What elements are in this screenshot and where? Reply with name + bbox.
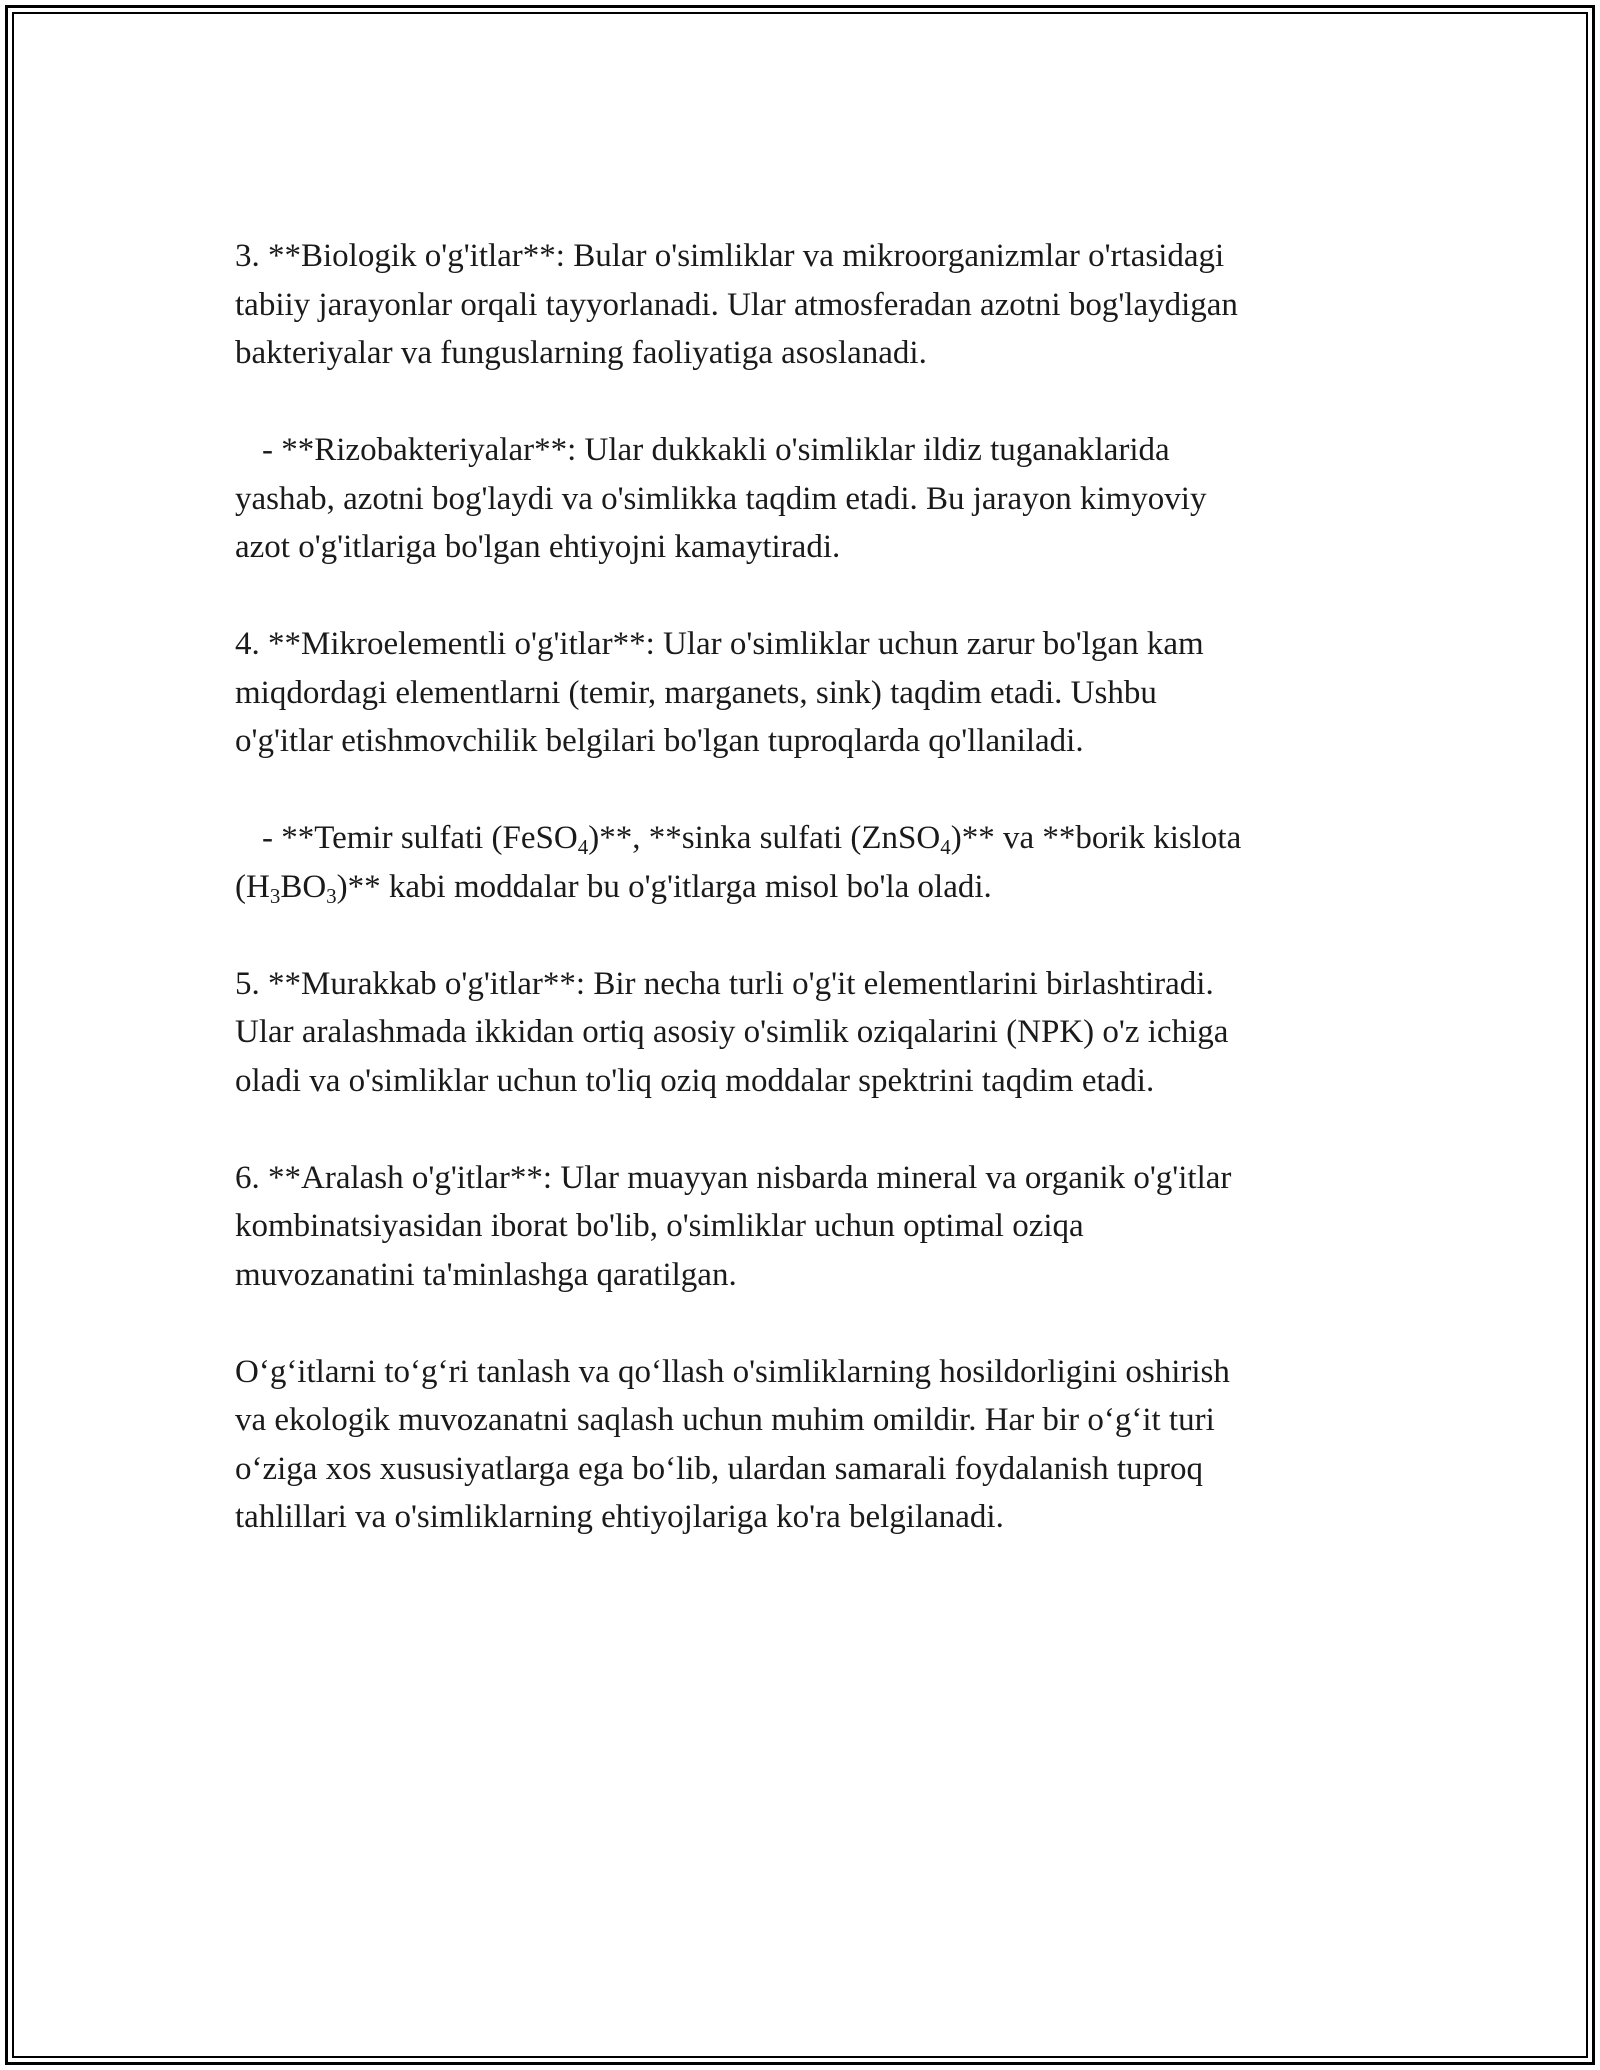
- subscript: 4: [940, 835, 951, 859]
- text-line: O‘g‘itlarni to‘g‘ri tanlash va qo‘llash o'simliklarning hosildorligini oshirish: [235, 1353, 1230, 1390]
- document-body: [235, 232, 1395, 1590]
- text-line: tahlillari va o'simliklarning ehtiyojlariga ko'ra belgilanadi.: [235, 1499, 1004, 1535]
- paragraph-aralash: [235, 1154, 1395, 1300]
- text-segment: )** va **borik kislota: [950, 820, 1242, 856]
- text-line: oladi va o'simliklar uchun to'liq oziq moddalar spektrini taqdim etadi.: [235, 1062, 1155, 1099]
- text-line: azot o'g'itlariga bo'lgan ehtiyojni kamaytiradi.: [235, 529, 841, 565]
- text-line: va ekologik muvozanatni saqlash uchun muhim omildir. Har bir o‘g‘it turi: [235, 1402, 1215, 1438]
- text-line: 3. **Biologik o'g'itlar**: Bular o'simliklar va mikroorganizmlar o'rtasidagi: [235, 238, 1225, 274]
- text-line: o'g'itlar etishmovchilik belgilari bo'lgan tuproqlarda qo'llaniladi.: [235, 723, 1084, 759]
- text-line: kombinatsiyasidan iborat bo'lib, o'simliklar uchun optimal oziqa: [235, 1208, 1084, 1244]
- text-line: o‘ziga xos xususiyatlarga ega bo‘lib, ulardan samarali foydalanish tuproq: [235, 1450, 1204, 1487]
- text-line: - **Rizobakteriyalar**: Ular dukkakli o'simliklar ildiz tuganaklarida: [262, 432, 1170, 468]
- paragraph-sulfate-examples: [235, 814, 1395, 911]
- text-line: muvozanatini ta'minlashga qaratilgan.: [235, 1256, 737, 1293]
- paragraph-murakkab: [235, 960, 1395, 1106]
- paragraph-biologik: [235, 232, 1395, 378]
- text-line: tabiiy jarayonlar orqali tayyorlanadi. Ular atmosferadan azotni bog'laydigan: [235, 286, 1238, 323]
- text-line: 5. **Murakkab o'g'itlar**: Bir necha turli o'g'it elementlarini birlashtiradi.: [235, 965, 1214, 1002]
- text-line: 6. **Aralash o'g'itlar**: Ular muayyan nisbarda mineral va organik o'g'itlar: [235, 1159, 1232, 1196]
- text-segment: - **Temir sulfati (FeSO: [262, 820, 578, 856]
- paragraph-mikroelementli: [235, 620, 1395, 766]
- text-segment: )**, **sinka sulfati (ZnSO: [588, 820, 941, 856]
- text-segment: BO: [280, 868, 327, 905]
- paragraph-conclusion: [235, 1348, 1395, 1542]
- text-line: yashab, azotni bog'laydi va o'simlikka taqdim etadi. Bu jarayon kimyoviy: [235, 480, 1207, 517]
- subscript: 4: [577, 835, 589, 859]
- text-line: Ular aralashmada ikkidan ortiq asosiy o'simlik oziqalarini (NPK) o'z ichiga: [235, 1014, 1229, 1050]
- text-line: bakteriyalar va funguslarning faoliyatiga asoslanadi.: [235, 335, 927, 371]
- paragraph-rizobakteriyalar: [235, 426, 1395, 572]
- subscript: 3: [326, 883, 337, 908]
- text-segment: (H: [235, 868, 270, 905]
- subscript: 3: [269, 883, 281, 908]
- text-line: miqdordagi elementlarni (temir, marganets, sink) taqdim etadi. Ushbu: [235, 674, 1157, 711]
- text-segment: )** kabi moddalar bu o'g'itlarga misol bo'la oladi.: [336, 868, 992, 905]
- text-line: 4. **Mikroelementli o'g'itlar**: Ular o'simliklar uchun zarur bo'lgan kam: [235, 626, 1204, 662]
